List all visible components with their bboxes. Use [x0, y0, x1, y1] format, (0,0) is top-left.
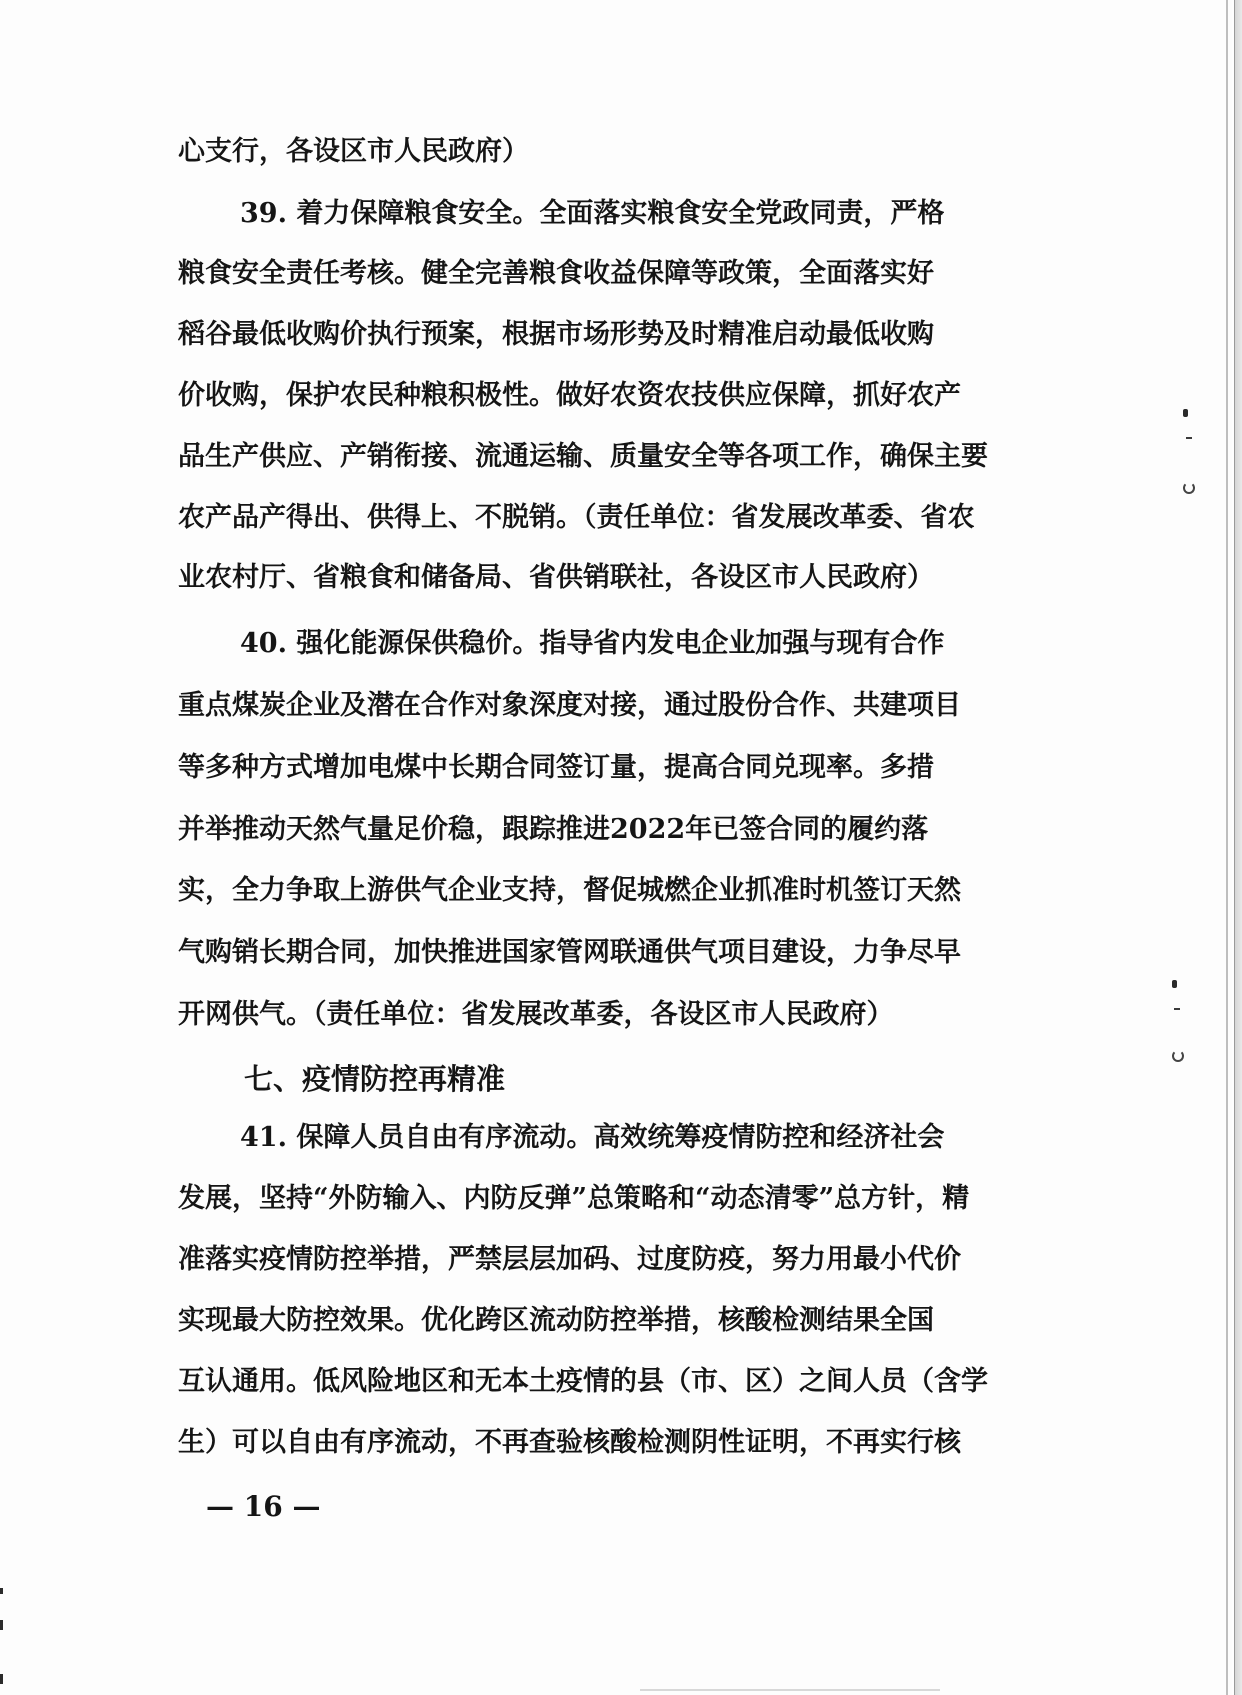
scan-artifact-dash	[1186, 437, 1192, 439]
scan-artifact-curl	[1172, 1050, 1184, 1062]
text-line: 实现最大防控效果。优化跨区流动防控举措，核酸检测结果全国	[178, 1305, 934, 1336]
text-line: 农产品产得出、供得上、不脱销。（责任单位：省发展改革委、省农	[178, 502, 975, 533]
scan-artifact-edge-mark	[0, 1588, 3, 1594]
text-line: 实，全力争取上游供气企业支持，督促城燃企业抓准时机签订天然	[178, 875, 961, 906]
text-line: 品生产供应、产销衔接、流通运输、质量安全等各项工作，确保主要	[178, 441, 988, 472]
scan-artifact-edge-mark	[0, 1620, 3, 1630]
text-line: 稻谷最低收购价执行预案，根据市场形势及时精准启动最低收购	[178, 319, 934, 350]
text-line: 价收购，保护农民种粮积极性。做好农资农技供应保障，抓好农产	[178, 380, 961, 411]
text-line: 粮食安全责任考核。健全完善粮食收益保障等政策，全面落实好	[178, 258, 934, 289]
paragraph-40-start: 40. 强化能源保供稳价。指导省内发电企业加强与现有合作	[240, 628, 945, 659]
scan-edge-line	[1226, 0, 1228, 1695]
text-line: 重点煤炭企业及潜在合作对象深度对接，通过股份合作、共建项目	[178, 690, 961, 721]
paragraph-41-start: 41. 保障人员自由有序流动。高效统筹疫情防控和经济社会	[240, 1122, 945, 1153]
text-line: 生）可以自由有序流动，不再查验核酸检测阴性证明，不再实行核	[178, 1427, 961, 1458]
text-line: 准落实疫情防控举措，严禁层层加码、过度防疫，努力用最小代价	[178, 1244, 961, 1275]
scan-artifact-edge-mark	[0, 1674, 3, 1684]
text-line: 业农村厅、省粮食和储备局、省供销联社，各设区市人民政府）	[178, 562, 934, 593]
text-line: 等多种方式增加电煤中长期合同签订量，提高合同兑现率。多措	[178, 752, 934, 783]
paragraph-39-start: 39. 着力保障粮食安全。全面落实粮食安全党政同责，严格	[240, 198, 945, 229]
scan-artifact-curl	[1183, 482, 1195, 494]
text-line: 开网供气。（责任单位：省发展改革委，各设区市人民政府）	[178, 999, 894, 1030]
text-line: 并举推动天然气量足价稳，跟踪推进2022年已签合同的履约落	[178, 814, 929, 845]
scan-artifact-bottom-smudge	[640, 1689, 940, 1691]
text-line: 气购销长期合同，加快推进国家管网联通供气项目建设，力争尽早	[178, 937, 961, 968]
section-heading: 七、疫情防控再精准	[244, 1062, 506, 1096]
scan-artifact-dash	[1174, 1008, 1180, 1010]
page-number: — 16 —	[206, 1490, 321, 1523]
text-line: 心支行，各设区市人民政府）	[178, 136, 529, 167]
text-line: 互认通用。低风险地区和无本土疫情的县（市、区）之间人员（含学	[178, 1366, 988, 1397]
scan-artifact-dot	[1172, 980, 1177, 988]
text-line: 发展，坚持“外防输入、内防反弹”总策略和“动态清零”总方针，精	[178, 1183, 970, 1214]
scan-artifact-dot	[1183, 409, 1188, 417]
scan-page-edge	[1234, 0, 1242, 1695]
